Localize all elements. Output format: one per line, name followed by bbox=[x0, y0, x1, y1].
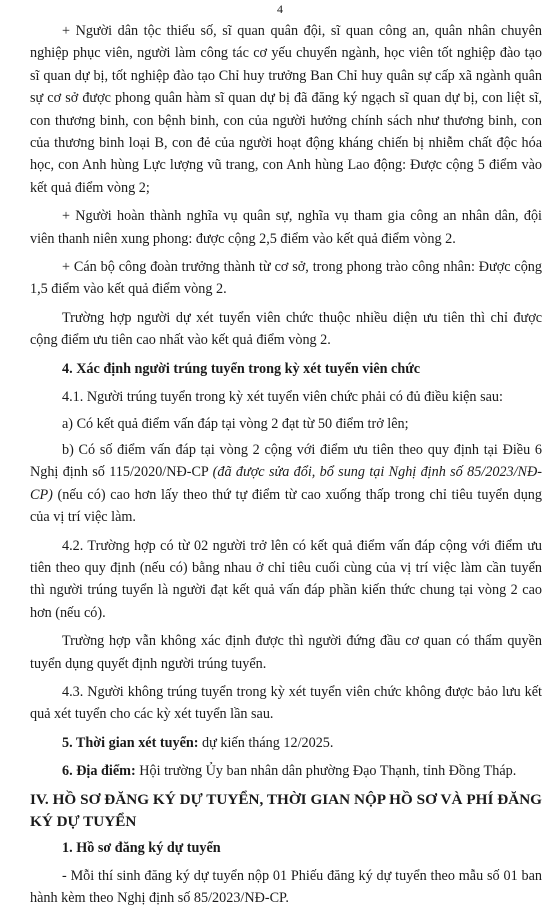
priority-paragraph-3: + Cán bộ công đoàn trưởng thành từ cơ sở, trong phong trào công nhân: Được cộng 1,5 điểm vào kết quả điểm vòng 2. bbox=[30, 259, 542, 298]
item-6-value: Hội trường Ủy ban nhân dân phường Đạo Thạnh, tỉnh Đồng Tháp. bbox=[135, 763, 517, 780]
paragraph-4-1-b-text-2: (nếu có) cao hơn lấy theo thứ tự điểm từ cao xuống thấp trong chỉ tiêu tuyển dụng của vị trí việc làm. bbox=[30, 486, 542, 526]
paragraph-4-2: 4.2. Trường hợp có từ 02 người trở lên có kết quả điểm vấn đáp cộng với điểm ưu tiên theo quy định (nếu có) bằng nhau ở chỉ tiêu cuối cùng của vị trí việc làm cần tuyển thì người trúng tuyển là người đạt kết quả vấn đáp phần kiến thức chung tại vòng 2 cao hơn (nếu có). bbox=[30, 537, 542, 621]
priority-paragraph-4: Trường hợp người dự xét tuyển viên chức thuộc nhiều diện ưu tiên thì chỉ được cộng điểm ưu tiên cao nhất vào kết quả điểm vòng 2. bbox=[30, 309, 542, 349]
paragraph-4-1-a: a) Có kết quả điểm vấn đáp tại vòng 2 đạt từ 50 điểm trở lên; bbox=[62, 415, 409, 432]
item-6-location bbox=[30, 760, 542, 782]
item-5-value: dự kiến tháng 12/2025. bbox=[198, 734, 334, 751]
item-5-time bbox=[30, 732, 542, 754]
document-body bbox=[30, 20, 542, 916]
priority-paragraph-1: + Người dân tộc thiểu số, sĩ quan quân đội, sĩ quan công an, quân nhân chuyên nghiệp phục viên, người làm công tác cơ yếu chuyển ngành, học viên tốt nghiệp đào tạo sĩ quan dự bị, tốt nghiệp đào tạo Chỉ huy trưởng Ban Chỉ huy quân sự cấp xã ngành quân sự cơ sở được phong quân hàm sĩ quan dự bị đã đăng ký ngạch sĩ quan dự bị, con liệt sĩ, con thương binh, con bệnh binh, con của người hưởng chính sách như thương binh, con của thương binh loại B, con đẻ của người hoạt động kháng chiến bị nhiễm chất độc hóa học, con Anh hùng Lực lượng vũ trang, con Anh hùng Lao động: Được cộng 5 điểm vào kết quả điểm vòng 2; bbox=[30, 23, 542, 196]
paragraph-4-1: 4.1. Người trúng tuyển trong kỳ xét tuyển viên chức phải có đủ điều kiện sau: bbox=[62, 389, 503, 406]
paragraph-4-3: 4.3. Người không trúng tuyển trong kỳ xét tuyển viên chức không được bảo lưu kết quả xét tuyển cho các kỳ xét tuyển lần sau. bbox=[30, 683, 542, 723]
paragraph-4-1-b-amendment-note: (đã được sửa đổi, bổ sung tại Nghị định số 85/2023/NĐ-CP) bbox=[30, 464, 542, 503]
item-5-label: 5. Thời gian xét tuyển: bbox=[62, 734, 199, 751]
paragraph-iv-1: - Mỗi thí sinh đăng ký dự tuyển nộp 01 Phiếu đăng ký dự tuyển theo mẫu số 01 ban hành kèm theo Nghị định số 85/2023/NĐ-CP. bbox=[30, 868, 542, 907]
paragraph-4-2-followup: Trường hợp vẫn không xác định được thì người đứng đầu cơ quan có thẩm quyền tuyển dụng quyết định người trúng tuyển. bbox=[30, 633, 542, 672]
heading-section-4: 4. Xác định người trúng tuyển trong kỳ xét tuyển viên chức bbox=[62, 360, 421, 377]
page-number: 4 bbox=[277, 2, 283, 16]
item-6-label: 6. Địa điểm: bbox=[62, 763, 136, 780]
section-iv-title: IV. HỒ SƠ ĐĂNG KÝ DỰ TUYỂN, THỜI GIAN NỘP HỒ SƠ VÀ PHÍ ĐĂNG KÝ DỰ TUYỂN bbox=[30, 790, 542, 830]
heading-iv-1: 1. Hồ sơ đăng ký dự tuyển bbox=[62, 839, 221, 856]
paragraph-4-1-b-text-1: b) Có số điểm vấn đáp tại vòng 2 cộng với điểm ưu tiên theo quy định tại Điều 6 Nghị định số 115/2020/NĐ-CP bbox=[30, 441, 542, 481]
paragraph-4-1-b bbox=[30, 439, 542, 529]
priority-paragraph-2: + Người hoàn thành nghĩa vụ quân sự, nghĩa vụ tham gia công an nhân dân, đội viên thanh niên xung phong: được cộng 2,5 điểm vào kết quả điểm vòng 2. bbox=[30, 208, 542, 247]
